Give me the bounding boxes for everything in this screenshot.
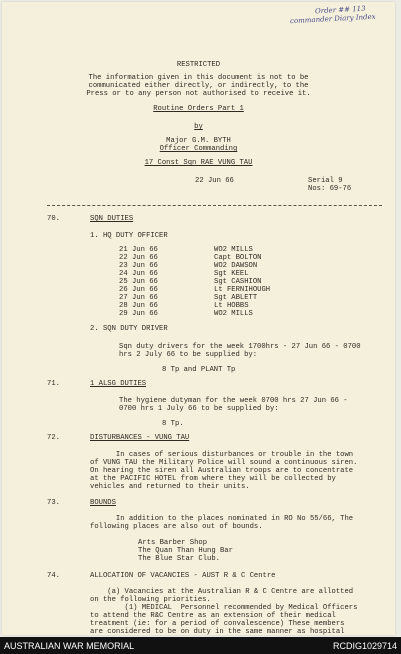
alsg-text-line-1: The hygiene dutyman for the week 0700 hrs 27 Jun 66 - bbox=[119, 397, 348, 405]
roster-date: 29 Jun 66 bbox=[119, 310, 158, 318]
document-title bbox=[2, 105, 395, 113]
classification-label: RESTRICTED bbox=[176, 61, 221, 69]
subheading-sqn-duty-driver: 2. SQN DUTY DRIVER bbox=[90, 325, 168, 333]
footer-record-id: RCDIG1029714 bbox=[332, 641, 397, 651]
disturbances-line-2: of VUNG TAU the Military Police will sound a continuous siren. bbox=[90, 459, 358, 467]
out-of-bounds-place: The Quan Than Hung Bar bbox=[138, 547, 233, 555]
document-title-text: Routine Orders Part 1 bbox=[153, 105, 244, 113]
subheading-hq-duty-officer: 1. HQ DUTY OFFICER bbox=[90, 232, 168, 240]
by-text: by bbox=[194, 123, 203, 131]
order-numbers: Nos: 69-76 bbox=[308, 185, 352, 193]
order-date: 22 Jun 66 bbox=[195, 177, 234, 185]
unit-name-text: 17 Const Sqn RAE VUNG TAU bbox=[144, 159, 253, 167]
roster-name: Sgt KEEL bbox=[214, 270, 249, 278]
allocation-line-6: are considered to be on duty in the same manner as hospital bbox=[90, 628, 345, 635]
roster-name: Capt BOLTON bbox=[214, 254, 262, 262]
officer-role-text: Officer Commanding bbox=[159, 145, 238, 153]
disturbances-line-3: On hearing the siren all Australian troops are to concentrate bbox=[90, 467, 354, 475]
alsg-text-line-2: 0700 hrs 1 July 66 to be supplied by: bbox=[119, 405, 279, 413]
section-number-71: 71. bbox=[47, 380, 60, 388]
handwritten-annotation-line-1: Order ## 113 bbox=[314, 4, 366, 16]
officer-role bbox=[2, 145, 395, 153]
bounds-line-2: following places are also out of bounds. bbox=[90, 523, 263, 531]
out-of-bounds-place: Arts Barber Shop bbox=[138, 539, 208, 547]
disturbances-line-5: vehicles and returned to their units. bbox=[90, 483, 250, 491]
roster-date: 26 Jun 66 bbox=[119, 286, 158, 294]
roster-date: 22 Jun 66 bbox=[119, 254, 158, 262]
by-label bbox=[2, 123, 395, 131]
roster-name: Sgt ABLETT bbox=[214, 294, 258, 302]
out-of-bounds-place: The Blue Star Club. bbox=[138, 555, 220, 563]
roster-name: Lt FERNIHOUGH bbox=[214, 286, 271, 294]
allocation-line-3: (1) MEDICAL Personnel recommended by Medical Officers bbox=[90, 604, 358, 612]
driver-text-line-2: hrs 2 July 66 to be supplied by: bbox=[119, 351, 258, 359]
section-number-72: 72. bbox=[47, 434, 60, 442]
roster-date: 25 Jun 66 bbox=[119, 278, 158, 286]
warning-line-2: communicated either directly, or indirectly, to the bbox=[88, 82, 309, 90]
roster-name: Lt HOBBS bbox=[214, 302, 249, 310]
section-heading-allocation: ALLOCATION OF VACANCIES - AUST R & C Centre bbox=[90, 572, 276, 580]
disturbances-line-1: In cases of serious disturbances or trouble in the town bbox=[90, 451, 354, 459]
roster-date: 23 Jun 66 bbox=[119, 262, 158, 270]
roster-date: 28 Jun 66 bbox=[119, 302, 158, 310]
section-heading-bounds: BOUNDS bbox=[90, 499, 116, 507]
roster-date: 27 Jun 66 bbox=[119, 294, 158, 302]
document-page bbox=[2, 2, 395, 635]
warning-line-1: The information given in this document is not to be bbox=[88, 74, 309, 82]
allocation-line-2: on the following priorities. bbox=[90, 596, 211, 604]
allocation-line-4: to attend the R&C Centre as an extension of their medical bbox=[90, 612, 336, 620]
section-number-70: 70. bbox=[47, 215, 60, 223]
serial-number: Serial 9 bbox=[308, 177, 343, 185]
allocation-line-1: (a) Vacancies at the Australian R & C Centre are allotted bbox=[90, 588, 354, 596]
section-number-73: 73. bbox=[47, 499, 60, 507]
officer-name: Major G.M. BYTH bbox=[166, 137, 231, 145]
warning-line-3: Press or to any person not authorised to receive it. bbox=[86, 90, 311, 98]
roster-date: 24 Jun 66 bbox=[119, 270, 158, 278]
header-divider bbox=[47, 205, 382, 206]
roster-name: WO2 MILLS bbox=[214, 310, 253, 318]
section-heading-disturbances: DISTURBANCES - VUNG TAU bbox=[90, 434, 190, 442]
archive-footer-bar bbox=[0, 637, 401, 654]
handwritten-annotation-line-2: commander Diary Index bbox=[289, 12, 376, 26]
section-number-74: 74. bbox=[47, 572, 60, 580]
roster-name: WO2 MILLS bbox=[214, 246, 253, 254]
roster-name: Sgt CASHION bbox=[214, 278, 262, 286]
allocation-line-5: treatment (ie: for a period of convalescence) These members bbox=[90, 620, 345, 628]
bounds-line-1: In addition to the places nominated in RO No 55/66, The bbox=[90, 515, 354, 523]
alsg-supply: 8 Tp. bbox=[162, 420, 184, 428]
driver-supply: 8 Tp and PLANT Tp bbox=[162, 366, 236, 374]
section-heading-sqn-duties: SQN DUTIES bbox=[90, 215, 134, 223]
roster-date: 21 Jun 66 bbox=[119, 246, 158, 254]
disturbances-line-4: at the PACIFIC HOTEL from where they will be collected by bbox=[90, 475, 336, 483]
unit-name bbox=[2, 159, 395, 167]
roster-name: WO2 DAWSON bbox=[214, 262, 258, 270]
driver-text-line-1: Sqn duty drivers for the week 1700hrs - 27 Jun 66 - 0700 bbox=[119, 343, 361, 351]
section-heading-alsg-duties: 1 ALSG DUTIES bbox=[90, 380, 147, 388]
footer-source: AUSTRALIAN WAR MEMORIAL bbox=[4, 641, 135, 651]
